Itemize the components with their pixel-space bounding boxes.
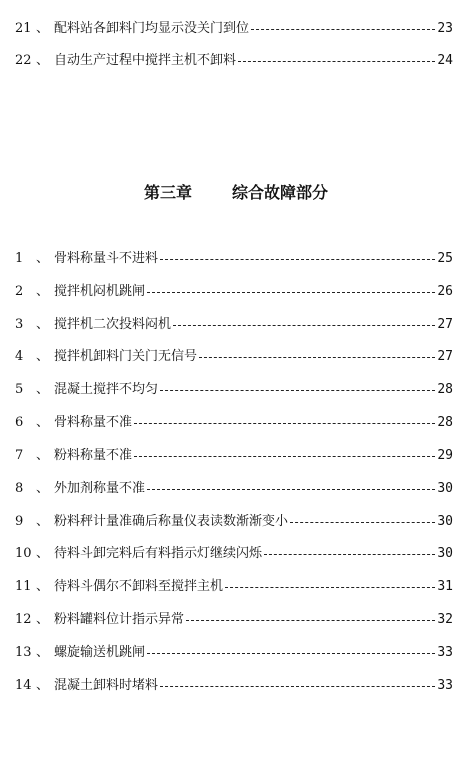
toc-entry-page: 30 — [437, 514, 453, 529]
toc-entry-page: 33 — [437, 645, 453, 660]
toc-entry-separator: 、 — [36, 53, 50, 68]
toc-entry-title: 搅拌机卸料门关门无信号 — [54, 349, 198, 364]
toc-leader — [160, 259, 435, 260]
toc-leader — [238, 61, 435, 62]
toc-entry[interactable] — [0, 248, 472, 270]
toc-entry[interactable] — [0, 543, 472, 565]
toc-entry[interactable] — [0, 346, 472, 368]
toc-entry-number: 2 — [15, 284, 24, 299]
toc-entry[interactable] — [0, 445, 472, 467]
toc-entry-number: 9 — [15, 514, 24, 529]
toc-entry-separator: 、 — [36, 612, 50, 627]
toc-entry[interactable] — [0, 379, 472, 401]
toc-entry-page: 30 — [437, 546, 453, 561]
toc-entry-page: 25 — [437, 251, 453, 266]
toc-entry-number: 14 — [15, 678, 32, 693]
toc-entry-title: 粉料秤计量准确后称量仪表读数渐渐变小 — [54, 514, 289, 529]
toc-entry-title: 搅拌机二次投料闷机 — [54, 317, 172, 332]
toc-leader — [199, 357, 435, 358]
toc-entry-page: 31 — [437, 579, 453, 594]
toc-entry-separator: 、 — [36, 645, 50, 660]
toc-entry[interactable] — [0, 314, 472, 336]
toc-entry-page: 32 — [437, 612, 453, 627]
toc-entry[interactable] — [0, 511, 472, 533]
toc-entry-separator: 、 — [36, 349, 50, 364]
toc-leader — [264, 554, 435, 555]
toc-leader — [186, 620, 435, 621]
toc-entry-separator: 、 — [36, 678, 50, 693]
toc-entry-title: 配料站各卸料门均显示没关门到位 — [54, 21, 250, 36]
toc-entry-number: 12 — [15, 612, 32, 627]
toc-entry-separator: 、 — [36, 514, 50, 529]
toc-entry-page: 29 — [437, 448, 453, 463]
toc-entry-page: 27 — [437, 349, 453, 364]
toc-entry-number: 22 — [15, 53, 32, 68]
toc-entry-number: 3 — [15, 317, 24, 332]
toc-entry-page: 27 — [437, 317, 453, 332]
toc-entry[interactable] — [0, 675, 472, 697]
toc-entry-separator: 、 — [36, 579, 50, 594]
toc-leader — [134, 423, 435, 424]
toc-entry-title: 骨料称量斗不进料 — [54, 251, 159, 266]
toc-entry[interactable] — [0, 478, 472, 500]
toc-entry-separator: 、 — [36, 21, 50, 36]
toc-leader — [173, 325, 435, 326]
toc-entry[interactable] — [0, 576, 472, 598]
toc-entry[interactable] — [0, 281, 472, 303]
toc-leader — [134, 456, 435, 457]
toc-entry-number: 13 — [15, 645, 32, 660]
toc-leader — [225, 587, 435, 588]
toc-entry-page: 28 — [437, 382, 453, 397]
toc-entry-separator: 、 — [36, 415, 50, 430]
toc-entry-separator: 、 — [36, 481, 50, 496]
toc-entry-title: 混凝土搅拌不均匀 — [54, 382, 159, 397]
toc-leader — [160, 686, 435, 687]
toc-leader — [290, 522, 435, 523]
toc-entry-separator: 、 — [36, 382, 50, 397]
toc-leader — [147, 292, 435, 293]
toc-entry-number: 7 — [15, 448, 24, 463]
toc-leader — [147, 489, 435, 490]
toc-entry-separator: 、 — [36, 251, 50, 266]
toc-entry-title: 自动生产过程中搅拌主机不卸料 — [54, 53, 237, 68]
toc-entry-number: 4 — [15, 349, 24, 364]
toc-entry-page: 33 — [437, 678, 453, 693]
toc-entry-number: 10 — [15, 546, 32, 561]
toc-entry-title: 混凝土卸料时堵料 — [54, 678, 159, 693]
toc-entry-page: 28 — [437, 415, 453, 430]
toc-entry[interactable] — [0, 609, 472, 631]
toc-entry-number: 8 — [15, 481, 24, 496]
toc-entry-separator: 、 — [36, 317, 50, 332]
toc-leader — [251, 29, 435, 30]
chapter-heading — [0, 181, 472, 205]
toc-entry-title: 外加剂称量不准 — [54, 481, 146, 496]
toc-entry[interactable] — [0, 18, 472, 40]
toc-entry[interactable] — [0, 50, 472, 72]
toc-entry[interactable] — [0, 642, 472, 664]
toc-entry-title: 待料斗偶尔不卸料至搅拌主机 — [54, 579, 224, 594]
toc-entry-number: 6 — [15, 415, 24, 430]
toc-leader — [147, 653, 435, 654]
toc-entry-page: 26 — [437, 284, 453, 299]
toc-entry-separator: 、 — [36, 284, 50, 299]
toc-entry-title: 粉料称量不准 — [54, 448, 133, 463]
toc-entry-page: 30 — [437, 481, 453, 496]
toc-entry-separator: 、 — [36, 546, 50, 561]
toc-entry-title: 螺旋输送机跳闸 — [54, 645, 146, 660]
toc-entry[interactable] — [0, 412, 472, 434]
chapter-number: 第三章 — [143, 183, 192, 202]
toc-entry-page: 23 — [437, 21, 453, 36]
toc-entry-title: 骨料称量不准 — [54, 415, 133, 430]
toc-entry-number: 1 — [15, 251, 24, 266]
toc-entry-title: 搅拌机闷机跳闸 — [54, 284, 146, 299]
toc-entry-number: 5 — [15, 382, 24, 397]
chapter-title: 综合故障部分 — [232, 183, 329, 202]
toc-entry-number: 21 — [15, 21, 32, 36]
toc-entry-title: 待料斗卸完料后有料指示灯继续闪烁 — [54, 546, 263, 561]
toc-entry-page: 24 — [437, 53, 453, 68]
toc-entry-title: 粉料罐料位计指示异常 — [54, 612, 185, 627]
toc-leader — [160, 390, 435, 391]
toc-entry-separator: 、 — [36, 448, 50, 463]
toc-entry-number: 11 — [15, 579, 32, 594]
